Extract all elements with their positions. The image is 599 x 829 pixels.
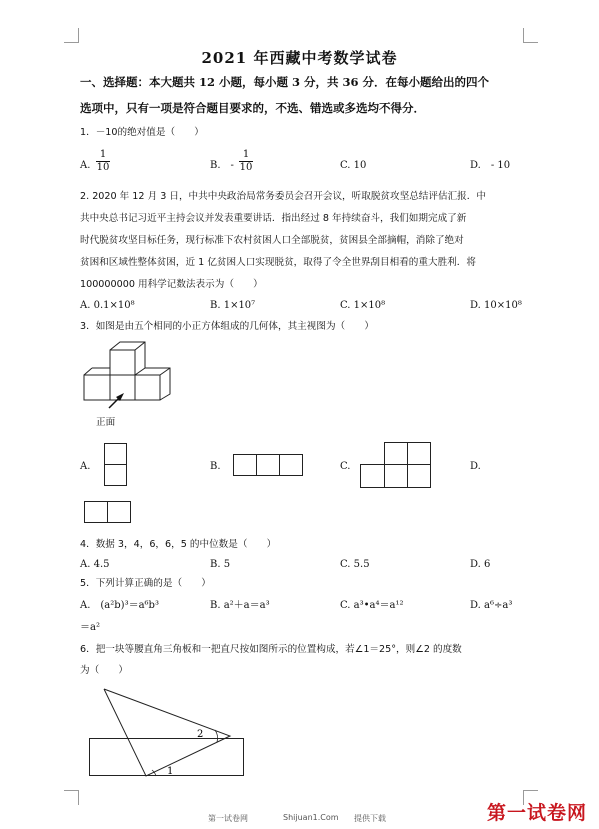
- q4-option-b: B. 5: [210, 559, 231, 570]
- q3-option-c-label: C.: [340, 461, 351, 472]
- q1-a-numerator: 1: [96, 149, 110, 162]
- q1-b-denominator: 10: [239, 162, 253, 173]
- footer-site-name: 第一试卷网: [208, 814, 248, 823]
- q6-stem-line2: 为（ ）: [80, 665, 128, 676]
- q5-option-b: B. a²＋a＝a³: [210, 600, 270, 611]
- crop-mark-top-right: [523, 28, 538, 43]
- q4-option-c: C. 5.5: [340, 559, 370, 570]
- q3-option-a-figure: [104, 443, 130, 487]
- q1-stem: 1．－10的绝对值是（ ）: [80, 127, 204, 138]
- q3-front-label: 正面: [96, 417, 116, 428]
- watermark-logo: 第一试卷网: [487, 802, 588, 824]
- q1-option-a-fraction: [96, 149, 110, 174]
- q1-b-numerator: 1: [239, 149, 253, 162]
- q2-option-b: B. 1×10⁷: [210, 300, 256, 311]
- q3-option-b-figure: [233, 454, 305, 478]
- section-heading-line2: 选项中，只有一项是符合题目要求的，不选、错选或多选均不得分．: [80, 101, 425, 115]
- q4-option-d: D. 6: [470, 559, 491, 570]
- q2-option-a: A. 0.1×10⁸: [80, 300, 135, 311]
- q3-option-d-figure: [84, 501, 134, 525]
- q2-option-d: D. 10×10⁸: [470, 300, 522, 311]
- q3-option-c-figure: [360, 442, 434, 490]
- q6-stem-line1: 6．把一块等腰直角三角板和一把直尺按如图所示的位置构成，若∠1＝25°，则∠2 的度数: [80, 644, 462, 655]
- q3-option-b-label: B.: [210, 461, 221, 472]
- q5-option-d: D. a⁶÷a³: [470, 600, 513, 611]
- q3-option-a-label: A.: [80, 461, 91, 472]
- q3-cube-figure: [78, 338, 198, 428]
- q2-line-5: 100000000 用科学记数法表示为（ ）: [80, 279, 263, 290]
- q4-stem: 4．数据 3，4，6，6，5 的中位数是（ ）: [80, 539, 277, 550]
- section-heading-line1: 一、选择题：本大题共 12 小题，每小题 3 分，共 36 分．在每小题给出的四个: [80, 75, 490, 89]
- q2-option-c: C. 1×10⁸: [340, 300, 386, 311]
- q5-stem: 5．下列计算正确的是（ ）: [80, 578, 211, 589]
- footer-provided: 提供下载: [354, 814, 386, 823]
- q3-option-d-label: D.: [470, 461, 481, 472]
- q1-option-b-label: B. -: [210, 160, 234, 171]
- q1-option-c: C. 10: [340, 160, 367, 171]
- q3-stem: 3．如图是由五个相同的小正方体组成的几何体，其主视图为（ ）: [80, 321, 374, 332]
- q2-line-3: 时代脱贫攻坚目标任务，现行标准下农村贫困人口全部脱贫，贫困县全部摘帽，消除了绝对: [80, 235, 464, 246]
- q6-ruler-triangle-figure: [86, 684, 256, 784]
- q4-option-a: A. 4.5: [80, 559, 110, 570]
- q5-option-d-continued: ＝a²: [80, 622, 100, 633]
- q1-option-a-label: A.: [80, 160, 91, 171]
- crop-mark-top-left: [64, 28, 79, 43]
- q5-option-a: A. (a²b)³＝a⁶b³: [80, 600, 159, 611]
- q2-line-1: 2. 2020 年 12 月 3 日，中共中央政治局常务委员会召开会议，听取脱贫攻坚总结评估汇报．中: [80, 191, 486, 202]
- q1-option-d: D. - 10: [470, 160, 511, 171]
- q1-option-b-fraction: [239, 149, 253, 174]
- q6-angle-1-label: 1: [167, 766, 174, 777]
- crop-mark-bottom-left: [64, 790, 79, 805]
- q1-a-denominator: 10: [96, 162, 110, 173]
- footer-site-url[interactable]: Shijuan1.Com: [283, 813, 339, 822]
- exam-title: 2021 年西藏中考数学试卷: [201, 49, 398, 67]
- q6-angle-2-label: 2: [197, 729, 204, 740]
- q2-line-2: 共中央总书记习近平主持会议并发表重要讲话．指出经过 8 年持续奋斗，我们如期完成了新: [80, 213, 467, 224]
- q2-line-4: 贫困和区域性整体贫困，近 1 亿贫困人口实现脱贫，取得了令全世界刮目相看的重大胜利．将: [80, 257, 476, 268]
- q5-option-c: C. a³•a⁴＝a¹²: [340, 600, 404, 611]
